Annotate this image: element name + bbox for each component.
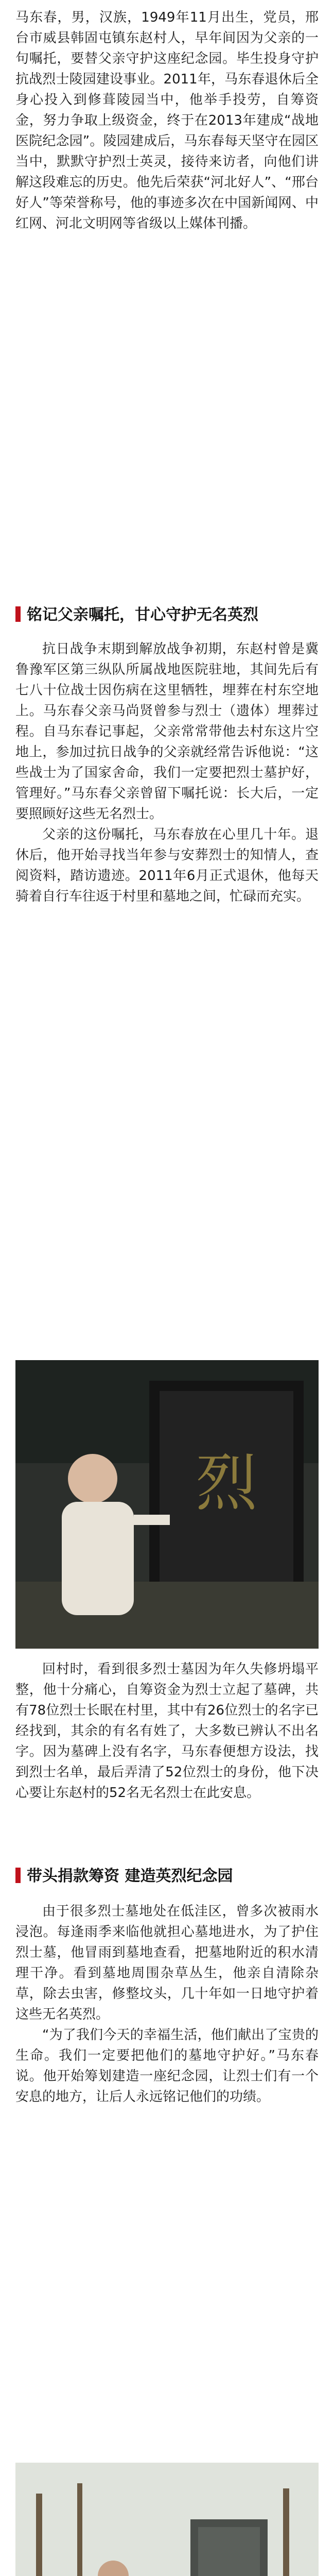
intro-block <box>0 7 334 234</box>
section-1-paragraph-3: 回村时，看到很多烈士墓因为年久失修坍塌平整，他十分痛心，自筹资金为烈士立起了墓碑，共有78位烈士长眠在村里，其中有26位烈士的名字已经找到，其余的有名有姓了，大多数已辨认不出名字。因为墓碑上没有名字，马东春便想方设法，找到烈士名单，最后弄清了52位烈士的身份，他下决心要让东赵村的52名无名烈士在此安息。 <box>15 1662 319 1801</box>
section-heading-2: 带头捐款筹资 建造英烈纪念园 <box>15 1865 319 1888</box>
intro-paragraph: 马东春，男，汉族，1949年11月出生，党员，邢台市威县韩固屯镇东赵村人，早年间因为父亲的一句嘱托，要替父亲守护这座纪念园。毕生投身守护抗战烈士陵园建设事业。2011年，马东春退休后全身心投入到修葺陵园当中，他举手投劳，自筹资金，努力争取上级资金，终于在2013年建成“战地医院纪念园”。陵园建成后，马东春每天坚守在园区当中，默默守护烈士英灵，接待来访者，向他们讲解这段难忘的历史。他先后荣获“河北好人”、“邢台好人”等荣誉称号，他的事迹多次在中国新闻网、中红网、河北文明网等省级以上媒体刊播。 <box>15 10 319 231</box>
sweeping-memorial-image <box>15 2463 319 2576</box>
section-1-body <box>0 639 334 907</box>
section-heading-1: 铭记父亲嘱托，甘心守护无名英烈 <box>15 604 319 626</box>
section-2-paragraph-2: “为了我们今天的幸福生活，他们献出了宝贵的生命。我们一定要把他们的墓地守护好。”马东春说。他开始筹划建造一座纪念园，让烈士们有一个安息的地方，让后人永远铭记他们的功绩。 <box>15 2027 319 2105</box>
section-1-body-continued <box>0 1659 334 1803</box>
section-2-paragraph-1: 由于很多烈士墓地处在低洼区，曾多次被雨水浸泡。每逢雨季来临他就担心墓地进水，为了护住烈士墓，他冒雨到墓地查看，把墓地附近的积水清理干净。看到墓地周围杂草丛生，他亲自清除杂草，除去虫害，修整坟头，几十年如一日地守护着这些无名英烈。 <box>15 1904 319 2022</box>
section-1-paragraph-2: 父亲的这份嘱托，马东春放在心里几十年。退休后，他开始寻找当年参与安葬烈士的知情人，查阅资料，踏访遗迹。2011年6月正式退休，他每天骑着自行车往返于村里和墓地之间，忙碌而充实。 <box>15 827 319 904</box>
section-2-body <box>0 1901 334 2107</box>
sweeping-memorial-photo <box>15 2463 319 2576</box>
section-1-paragraph-1: 抗日战争末期到解放战争初期，东赵村曾是冀鲁豫军区第三纵队所属战地医院驻地，其间先后有七八十位战士因伤病在这里牺牲，埋葬在村东空地上。马东春父亲马尚贤曾参与烈士（遗体）埋葬过程。自马东春记事起，父亲常常带他去村东这片空地上，参加过抗日战争的父亲就经常告诉他说：“这些战士为了国家舍命，我们一定要把烈士墓护好，管理好。”马东春父亲曾留下嘱托说：长大后，一定要照顾好这些无名烈士。 <box>15 641 319 822</box>
memorial-stone-image <box>15 1360 319 1649</box>
svg-text:烈: 烈 <box>196 1448 257 1519</box>
memorial-stone-photo <box>15 1360 319 1649</box>
